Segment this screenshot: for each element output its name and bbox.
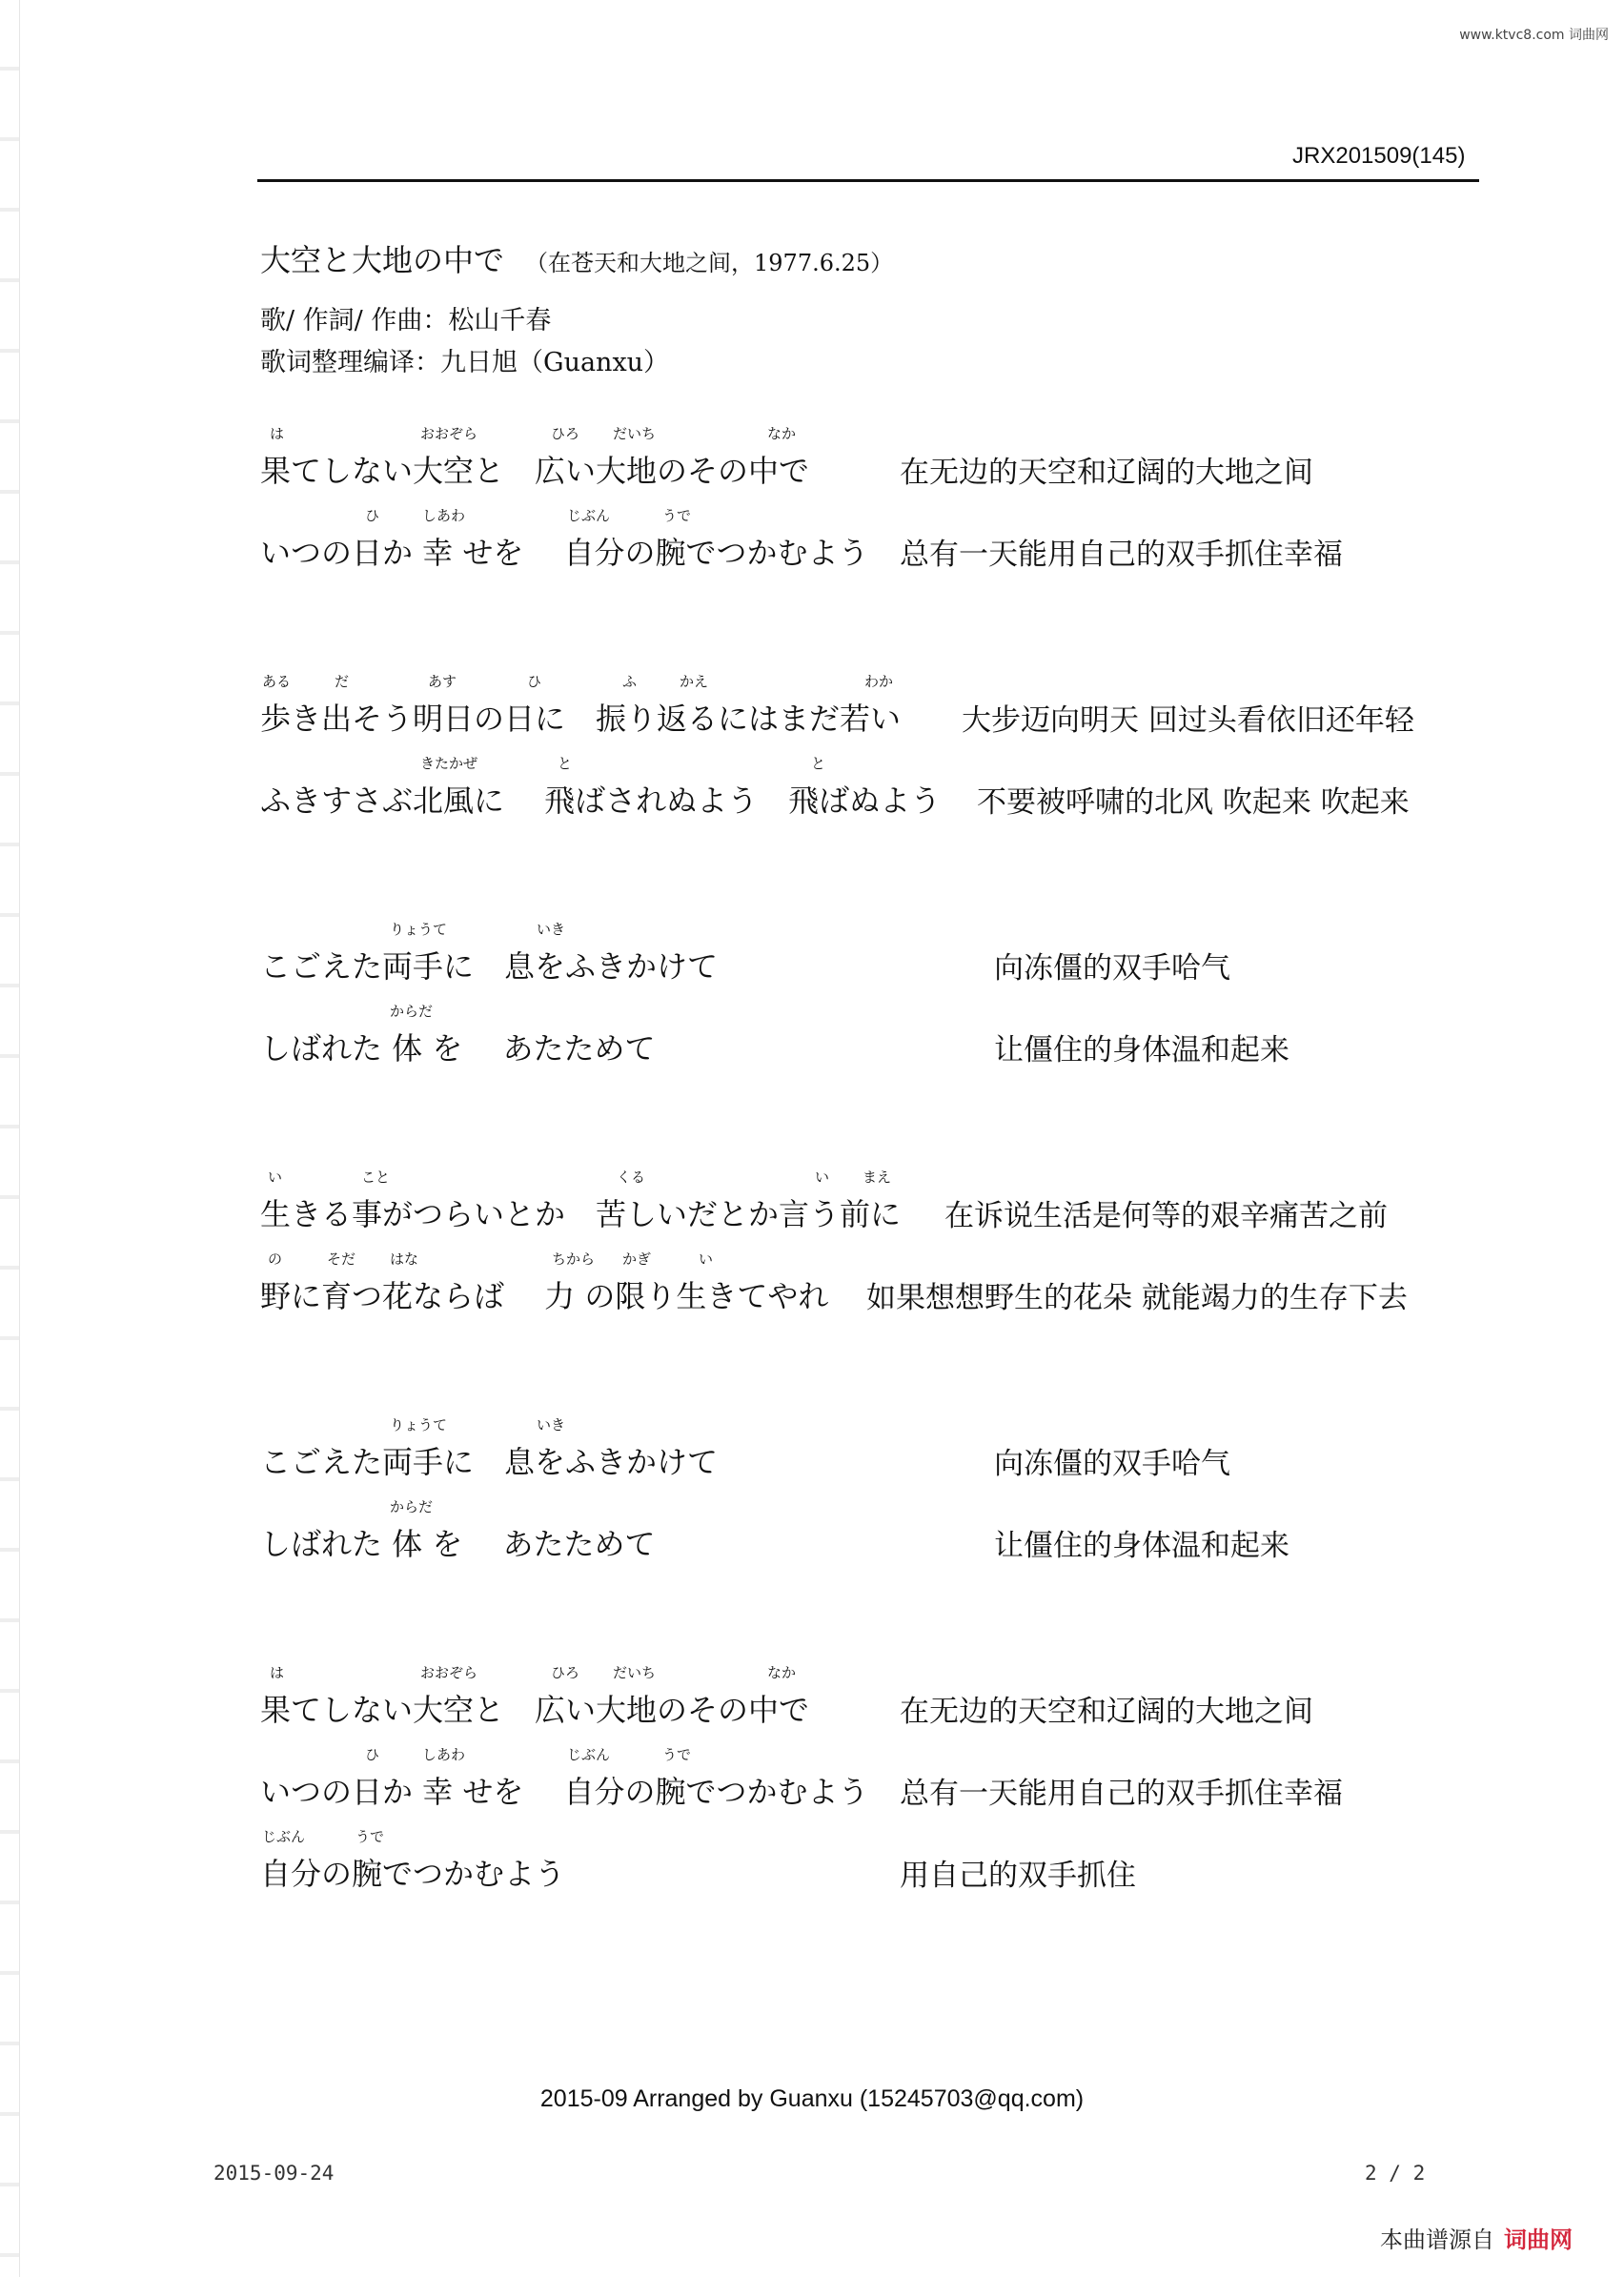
furigana: ふ bbox=[622, 673, 638, 690]
furigana: かえ bbox=[680, 673, 709, 690]
lyric-chinese: 不要被呼啸的北风 吹起来 吹起来 bbox=[977, 785, 1410, 820]
lyric-japanese: 生きる事がつらいとか 苦しいだとか言う前に bbox=[260, 1196, 902, 1232]
furigana: いき bbox=[537, 921, 566, 938]
furigana: いき bbox=[537, 1416, 566, 1433]
side-watermark-strip bbox=[0, 0, 20, 2277]
furigana: わか bbox=[864, 673, 894, 690]
lyric-japanese: 野に育つ花ならば 力 の限り生きてやれ bbox=[260, 1278, 829, 1314]
furigana: うで bbox=[662, 1746, 692, 1763]
furigana: い bbox=[699, 1250, 714, 1268]
song-title-line bbox=[260, 236, 893, 280]
furigana: ひ bbox=[365, 1746, 380, 1763]
furigana: ある bbox=[262, 673, 292, 690]
lyric-chinese: 总有一天能用自己的双手抓住幸福 bbox=[900, 1777, 1343, 1811]
furigana: は bbox=[270, 425, 285, 442]
furigana: きたかぜ bbox=[420, 755, 478, 772]
furigana: くる bbox=[617, 1169, 646, 1186]
lyric-japanese: 果てしない大空と 広い大地のその中で bbox=[260, 453, 810, 489]
lyric-chinese: 总有一天能用自己的双手抓住幸福 bbox=[900, 538, 1343, 572]
watermark-text: 本曲谱源自 bbox=[1380, 2226, 1494, 2253]
site-url: www.ktvc8.com 词曲网 bbox=[1459, 28, 1609, 43]
lyric-japanese: こごえた両手に 息をふきかけて bbox=[260, 948, 719, 985]
lyric-chinese: 在无边的天空和辽阔的大地之间 bbox=[900, 1695, 1313, 1729]
page-number: 2 / 2 bbox=[1365, 2162, 1426, 2185]
furigana: ひろ bbox=[551, 425, 580, 442]
furigana: はな bbox=[390, 1250, 419, 1268]
furigana: まえ bbox=[863, 1169, 892, 1186]
furigana: じぶん bbox=[262, 1828, 306, 1845]
song-subtitle: （在苍天和大地之间，1977.6.25） bbox=[525, 250, 894, 276]
lyric-japanese: 歩き出そう明日の日に 振り返るにはまだ若い bbox=[260, 701, 902, 737]
lyric-chinese: 向冻僵的双手哈气 bbox=[994, 951, 1230, 986]
furigana: ひ bbox=[365, 507, 380, 524]
lyric-japanese: しばれた 体 を あたためて bbox=[260, 1030, 656, 1067]
lyric-chinese: 向冻僵的双手哈气 bbox=[994, 1447, 1230, 1481]
furigana: なか bbox=[767, 1664, 797, 1681]
lyric-chinese: 如果想想野生的花朵 就能竭力的生存下去 bbox=[866, 1281, 1408, 1315]
furigana: と bbox=[811, 755, 826, 772]
lyric-chinese: 让僵住的身体温和起来 bbox=[994, 1529, 1289, 1563]
lyric-chinese: 大步迈向明天 回过头看依旧还年轻 bbox=[962, 703, 1414, 738]
document-code: JRX201509(145) bbox=[1292, 143, 1466, 169]
furigana: ちから bbox=[552, 1250, 596, 1268]
furigana: りょうて bbox=[390, 1416, 448, 1433]
lyric-japanese: 果てしない大空と 広い大地のその中で bbox=[260, 1692, 810, 1728]
furigana: だ bbox=[335, 673, 350, 690]
source-watermark bbox=[1380, 2221, 1573, 2254]
furigana: だいち bbox=[613, 1664, 657, 1681]
arranged-by-credit: 2015-09 Arranged by Guanxu (15245703@qq.com) bbox=[539, 2085, 1085, 2112]
furigana: だいち bbox=[613, 425, 657, 442]
lyric-japanese: こごえた両手に 息をふきかけて bbox=[260, 1444, 719, 1480]
furigana: じぶん bbox=[567, 507, 611, 524]
lyric-japanese: いつの日か 幸 せを 自分の腕でつかむよう bbox=[260, 535, 869, 571]
lyric-chinese: 用自己的双手抓住 bbox=[900, 1859, 1136, 1893]
lyric-japanese: しばれた 体 を あたためて bbox=[260, 1526, 656, 1562]
credit-line-composer: 歌/ 作詞/ 作曲：松山千春 bbox=[260, 306, 552, 335]
lyric-japanese: ふきすさぶ北風に 飛ばされぬよう 飛ばぬよう bbox=[260, 783, 942, 819]
header-rule bbox=[257, 179, 1479, 182]
lyric-japanese: 自分の腕でつかむよう bbox=[260, 1856, 566, 1892]
furigana: りょうて bbox=[390, 921, 448, 938]
furigana: おおぞら bbox=[420, 425, 478, 442]
furigana: そだ bbox=[327, 1250, 356, 1268]
furigana: うで bbox=[662, 507, 692, 524]
furigana: あす bbox=[428, 673, 457, 690]
furigana: じぶん bbox=[567, 1746, 611, 1763]
credit-line-arranger: 歌词整理编译：九日旭（Guanxu） bbox=[260, 348, 670, 377]
furigana: しあわ bbox=[422, 507, 466, 524]
furigana: ひろ bbox=[551, 1664, 580, 1681]
print-date: 2015-09-24 bbox=[213, 2162, 335, 2185]
furigana: なか bbox=[767, 425, 797, 442]
furigana: うで bbox=[355, 1828, 385, 1845]
furigana: こと bbox=[361, 1169, 391, 1186]
furigana: い bbox=[268, 1169, 283, 1186]
furigana: かぎ bbox=[622, 1250, 652, 1268]
watermark-brand: 词曲网 bbox=[1504, 2226, 1573, 2253]
furigana: い bbox=[815, 1169, 830, 1186]
furigana: ひ bbox=[527, 673, 542, 690]
furigana: の bbox=[268, 1250, 283, 1268]
lyric-chinese: 在诉说生活是何等的艰辛痛苦之前 bbox=[944, 1199, 1388, 1233]
furigana: は bbox=[270, 1664, 285, 1681]
furigana: からだ bbox=[390, 1003, 434, 1020]
furigana: からだ bbox=[390, 1498, 434, 1515]
lyric-chinese: 让僵住的身体温和起来 bbox=[994, 1033, 1289, 1067]
furigana: と bbox=[558, 755, 573, 772]
furigana: しあわ bbox=[422, 1746, 466, 1763]
lyric-japanese: いつの日か 幸 せを 自分の腕でつかむよう bbox=[260, 1774, 869, 1810]
lyric-chinese: 在无边的天空和辽阔的大地之间 bbox=[900, 456, 1313, 490]
song-title: 大空と大地の中で bbox=[260, 242, 505, 278]
furigana: おおぞら bbox=[420, 1664, 478, 1681]
